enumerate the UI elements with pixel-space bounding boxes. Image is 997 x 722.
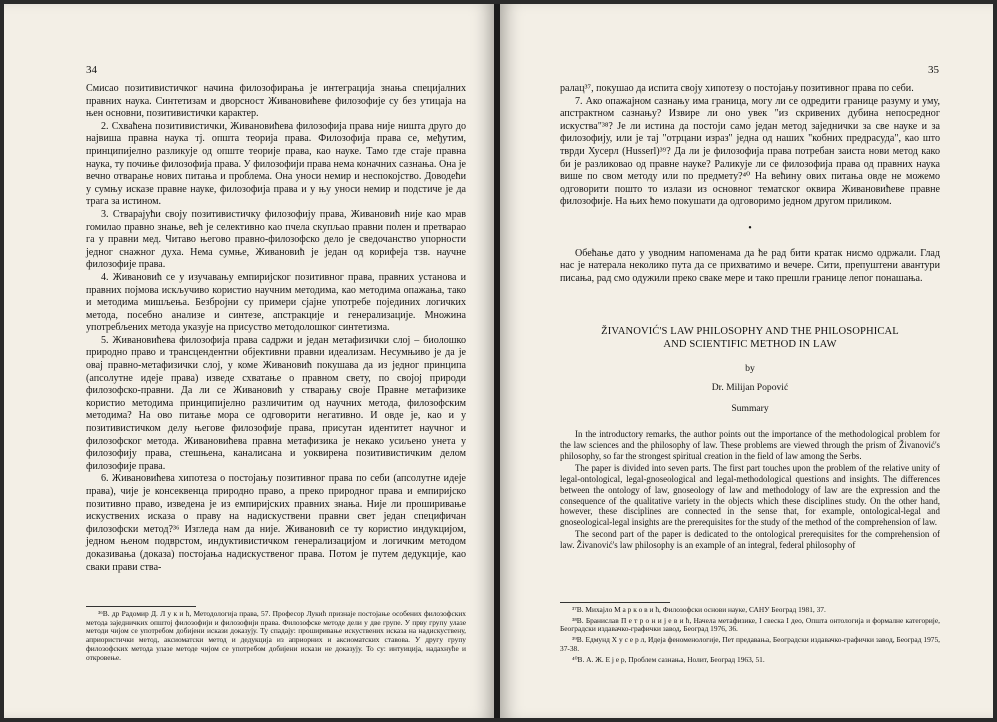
left-page-body: [86, 83, 466, 574]
paragraph: 3. Стварајући своју позитивистичку филозофију права, Живановић није као мрав гомилао правно знање, већ је селективно као пчела скупљао правни полен и претварао га у правни мед. Читаво његово правно-филозофско дело је сведочанство упорности једног снажног духа. Нема сумње, Живановић је један од корифеја тзв. научне филозофије права.: [86, 208, 466, 271]
summary-paragraph: The second part of the paper is dedicated to the ontological prerequisites for the comprehension of law. Živanović's law philosophy is an example of an integral, federal philosophy of: [560, 529, 940, 551]
paragraph: ралац³⁷, покушао да испита своју хипотезу о постојању позитивног права по себи.: [560, 83, 914, 94]
footnotes: [86, 600, 466, 662]
summary-title-line: AND SCIENTIFIC METHOD IN LAW: [663, 339, 837, 351]
section-separator: •: [748, 222, 752, 234]
summary-title: [560, 325, 940, 351]
footnotes: [560, 596, 940, 666]
summary-paragraph: In the introductory remarks, the author points out the importance of the methodological problem for the law sciences and the philosophy of law. These problems are viewed through the prism of Živanović's philosophy, so far the strongest spiritual creation in the field of law among the Serbs.: [560, 429, 940, 461]
left-page: [4, 4, 494, 718]
closing-paragraph: Обећање дато у уводним напоменама да ће рад бити кратак нисмо одржали. Глад нас је натерала неколико пута да се прихватимо и вечере. Сити, препуштени авантури писања, рад смо одужили преко сваке мере и тако прешли границе лепог понашања.: [560, 247, 940, 284]
summary-title-line: ŽIVANOVIĆ'S LAW PHILOSOPHY AND THE PHILOSOPHICAL: [601, 326, 899, 338]
footnote: ³⁷В. Михајло М а р к о в и ћ, Филозофски основи науке, САНУ Београд 1981, 37.: [572, 605, 826, 614]
footnote: ³⁸В. Бранислав П е т р о н и ј е в и ћ, Начела метафизике, I свеска I део, Општа онтологија и формалне категорије, Београдски издавачко-графички завод, Београд 1976, 36.: [560, 615, 940, 634]
right-page: [500, 4, 993, 718]
paragraph: Смисао позитивистичког начина филозофирања је интеграција знања специјалних правних наука. Синтетизам и дворсност Живановићеве филозофије су без утицаја на њен основни, позитивистички карактер.: [86, 83, 466, 120]
paragraph: 6. Живановићева хипотеза о постојању позитивног права по себи (апсолутне идеје права), чије је консеквенца природно право, а преко природног права и емпиријско позитивно право, изведена је из емпиријских правних знања. Није ли проширивање искуствених исказа о праву на надискуствени правни свет један специфичан филозофски метод?³⁶ Изгледа нам да није. Живановић се ту користио индукцијом, једном њеном подврстом, индуктивистичком генерализацијом и логичким методом доказивања (доказа) постојања надискуственог права. Потом је путем дедукције, као сваки прави ства-: [86, 473, 466, 573]
right-page-body: [560, 83, 940, 552]
page-number: 34: [86, 64, 97, 76]
page-number: 35: [928, 64, 939, 76]
paragraph: 5. Живановићева филозофија права садржи и један метафизички слој – биолошко природно право и трансцендентни објективни правни идеализам. Несумњиво је да је овај правно-метафизички слој, у коме Живановић покушава да из једног принципа (апсолутне идеје права) изведе схватање о правном свету, по својој природи филозофско-правни. Да ли се Живановић у стварању своје Правне метафизике користио методима принципијелно различитим од научних метода, филозофским методима? На ово питање мора се одговорити негативно. И овде је, као и у позитивистичком делу његове филозофије права, присутан идентитет научног и филозофског метода. Живановићева правна метафизика је некако усиљено унета у филозофију права, стешњена, каналисана и уоквирена позитивистичким делом филозофије права.: [86, 334, 466, 472]
summary-author: Dr. Milijan Popović: [711, 381, 789, 393]
summary-paragraph: The paper is divided into seven parts. The first part touches upon the problem of the relative unity of legal-ontological, legal-gnoseological and legal-methodological questions and insights. The differences between the ontology of law, gnoseology of law and methodology of law are the expression and the consequence of the qualitative variety in the objects which these disciplines study. On the other hand, however, these disciplines are connected in the sense that, for example, ontological-legal and gnoseological-legal insights are the prerequisites for the study of the method of the comprehension of law.: [560, 462, 940, 528]
footnote-rule: [560, 602, 670, 603]
footnote: ³⁶В. др Радомир Д. Л у к и ћ, Методологија права, 57. Професор Лукић признаје постојање особених филозофских метода заједничких општој филозофији и филозофији права. Филозофске методе дели у две групе. У прву групу улазе методи чијом се употребом добијени искази доказују. Ту спадају: проширивање искуствених исказа на надискуствену, априористички метод, аксиоматски метод и дедукција из априорних и аксиоматских ставова. У другу групу филозофских метода улазе методе чијом се употребом добијени искази не доказују. То су: интуиција, надахнуће и откровење.: [86, 609, 466, 662]
paragraph: 7. Ако опажајном сазнању има граница, могу ли се одредити границе разуму и уму, апстрактном сазнању? Извире ли оно увек "из скривених дубина непосредног искуства"³⁸? Је ли истина да постоји само један метод заједнички за све науке и за филозофију, или је тај "отрцани израз" једна од наших "кобних предрасуда", као што тврди Хусерл (Husserl)³⁹? Да ли је филозофија права потребан заиста нови метод како би је разликовао од правне науке? Раликује ли се филозофија права од правних наука више по свом методу или по предмету?⁴⁰ На већину ових питања овде не можемо одговорити пошто то излази из основног тематског оквира Живановићеве правне филозофије. На њих ћемо покушати да одговоримо једном другом приликом.: [560, 95, 940, 208]
summary-body: [560, 429, 940, 551]
summary-by: by: [745, 363, 755, 375]
summary-heading: Summary: [731, 402, 769, 414]
footnote: ³⁹В. Едмунд Х у с е р л, Идеја феноменологије, Пет предавања, Београдски издавачко-графички завод, Београд 1975, 37-38.: [560, 635, 940, 653]
paragraph: 2. Схваћена позитивистички, Живановићева филозофија права није ништа друго до највиша правна наука тј. општа теорија права. Филозофија права се, међутим, принципијелно разликује од опште теорије права, као науке. Тамо где стаје правна наука, ту почиње филозофија права. У филозофији права нема коначних сазнања. Она је вечно отварање нових питања и проблема. Она уноси немир и неспокојство. Доводећи у сумњу исказе правне науке, филозофија права и у њу уноси немир и подстиче је да трага за истином.: [86, 120, 466, 208]
paragraph: 4. Живановић се у изучавању емпиријског позитивног права, правних установа и правних појмова искључиво користио научним методима, као методима опажања, тако и методима мишљења. Безбројни су примери сјајне употребе појединих логичких метода, посебно анализе и синтезе, апстракције и генерализације. Множина употребљених метода указује на присуство методолошког синтетизма.: [86, 271, 466, 334]
footnote-rule: [86, 606, 196, 607]
footnote: ⁴⁰В. А. Ж. Е ј е р, Проблем сазнања, Нолит, Београд 1963, 51.: [572, 654, 765, 664]
